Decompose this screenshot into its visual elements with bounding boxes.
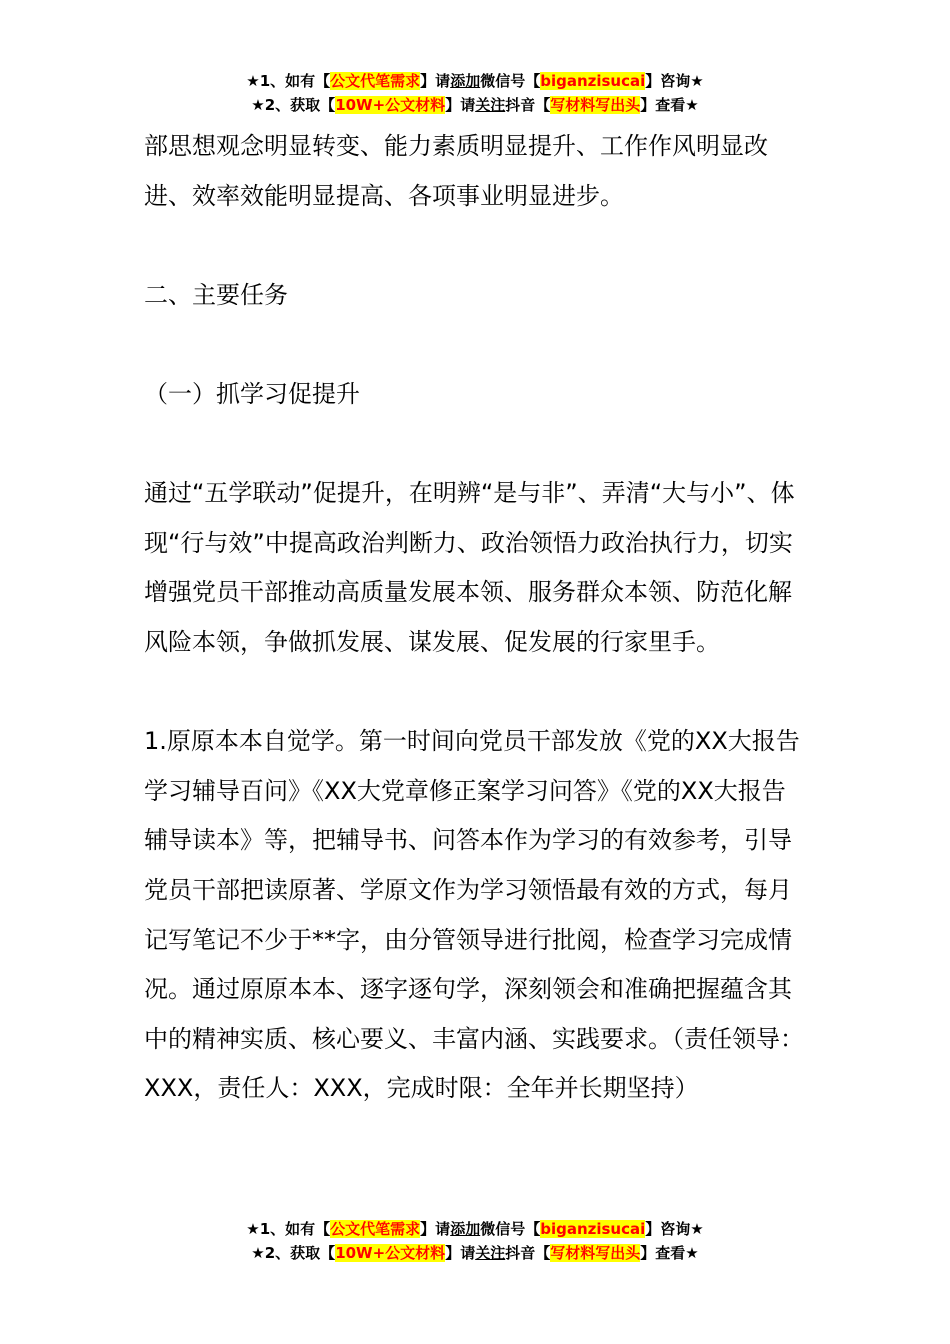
body-paragraph: 通过“五学联动”促提升，在明辨“是与非”、弄清“大与小”、体现“行与效”中提高政治判断力、政治领悟力政治执行力，切实增强党员干部推动高质量发展本领、服务群众本领、防范化解风险本领，争做抓发展、谋发展、促发展的行家里手。 <box>144 479 795 656</box>
banner-text: ★1、如有【 <box>246 72 331 90</box>
banner-text: ★2、获取【 <box>251 96 336 114</box>
banner-text: 微信号【 <box>480 1220 541 1238</box>
banner-text: ★1、如有【 <box>246 1220 331 1238</box>
banner-line-1 <box>0 1217 950 1241</box>
banner-highlight: 10W+公文材料 <box>335 96 446 114</box>
banner-underlined: 关注 <box>475 96 506 114</box>
banner-text: 】请 <box>420 72 451 90</box>
banner-highlight: biganzisucai <box>540 1220 646 1238</box>
banner-line-1 <box>0 69 950 93</box>
banner-text: 】咨询★ <box>645 1220 704 1238</box>
banner-underlined: 添加 <box>450 1220 481 1238</box>
banner-text: 抖音【 <box>505 96 551 114</box>
banner-highlight: 写材料写出头 <box>550 1244 641 1262</box>
document-body <box>144 122 809 1114</box>
banner-text: 微信号【 <box>480 72 541 90</box>
banner-text: 】查看★ <box>640 1244 699 1262</box>
banner-underlined: 添加 <box>450 72 481 90</box>
footer-banner <box>0 1217 950 1265</box>
banner-text: 】请 <box>445 96 476 114</box>
section-heading: 二、主要任务 <box>144 280 288 309</box>
banner-underlined: 关注 <box>475 1244 506 1262</box>
banner-text: 】咨询★ <box>645 72 704 90</box>
banner-highlight: 写材料写出头 <box>550 96 641 114</box>
banner-line-2 <box>0 1241 950 1265</box>
banner-text: 】请 <box>420 1220 451 1238</box>
intro-paragraph: 部思想观念明显转变、能力素质明显提升、工作作风明显改进、效率效能明显提高、各项事业明显进步。 <box>144 132 768 210</box>
banner-highlight: 公文代笔需求 <box>330 1220 421 1238</box>
banner-text: 】查看★ <box>640 96 699 114</box>
subsection-heading: （一）抓学习促提升 <box>144 379 360 408</box>
banner-text: 】请 <box>445 1244 476 1262</box>
banner-highlight: 公文代笔需求 <box>330 72 421 90</box>
header-banner <box>0 69 950 117</box>
banner-text: ★2、获取【 <box>251 1244 336 1262</box>
banner-highlight: biganzisucai <box>540 72 646 90</box>
banner-text: 抖音【 <box>505 1244 551 1262</box>
body-paragraph: 1.原原本本自觉学。第一时间向党员干部发放《党的XX大报告学习辅导百问》《XX大党章修正案学习问答》《党的XX大报告辅导读本》等，把辅导书、问答本作为学习的有效参考，引导党员干部把读原著、学原文作为学习领悟最有效的方式，每月记写笔记不少于**字，由分管领导进行批阅，检查学习完成情况。通过原原本本、逐字逐句学，深刻领会和准确把握蕴含其中的精神实质、核心要义、丰富内涵、实践要求。（责任领导：XXX，责任人：XXX，完成时限：全年并长期坚持） <box>144 727 804 1103</box>
banner-line-2 <box>0 93 950 117</box>
banner-highlight: 10W+公文材料 <box>335 1244 446 1262</box>
